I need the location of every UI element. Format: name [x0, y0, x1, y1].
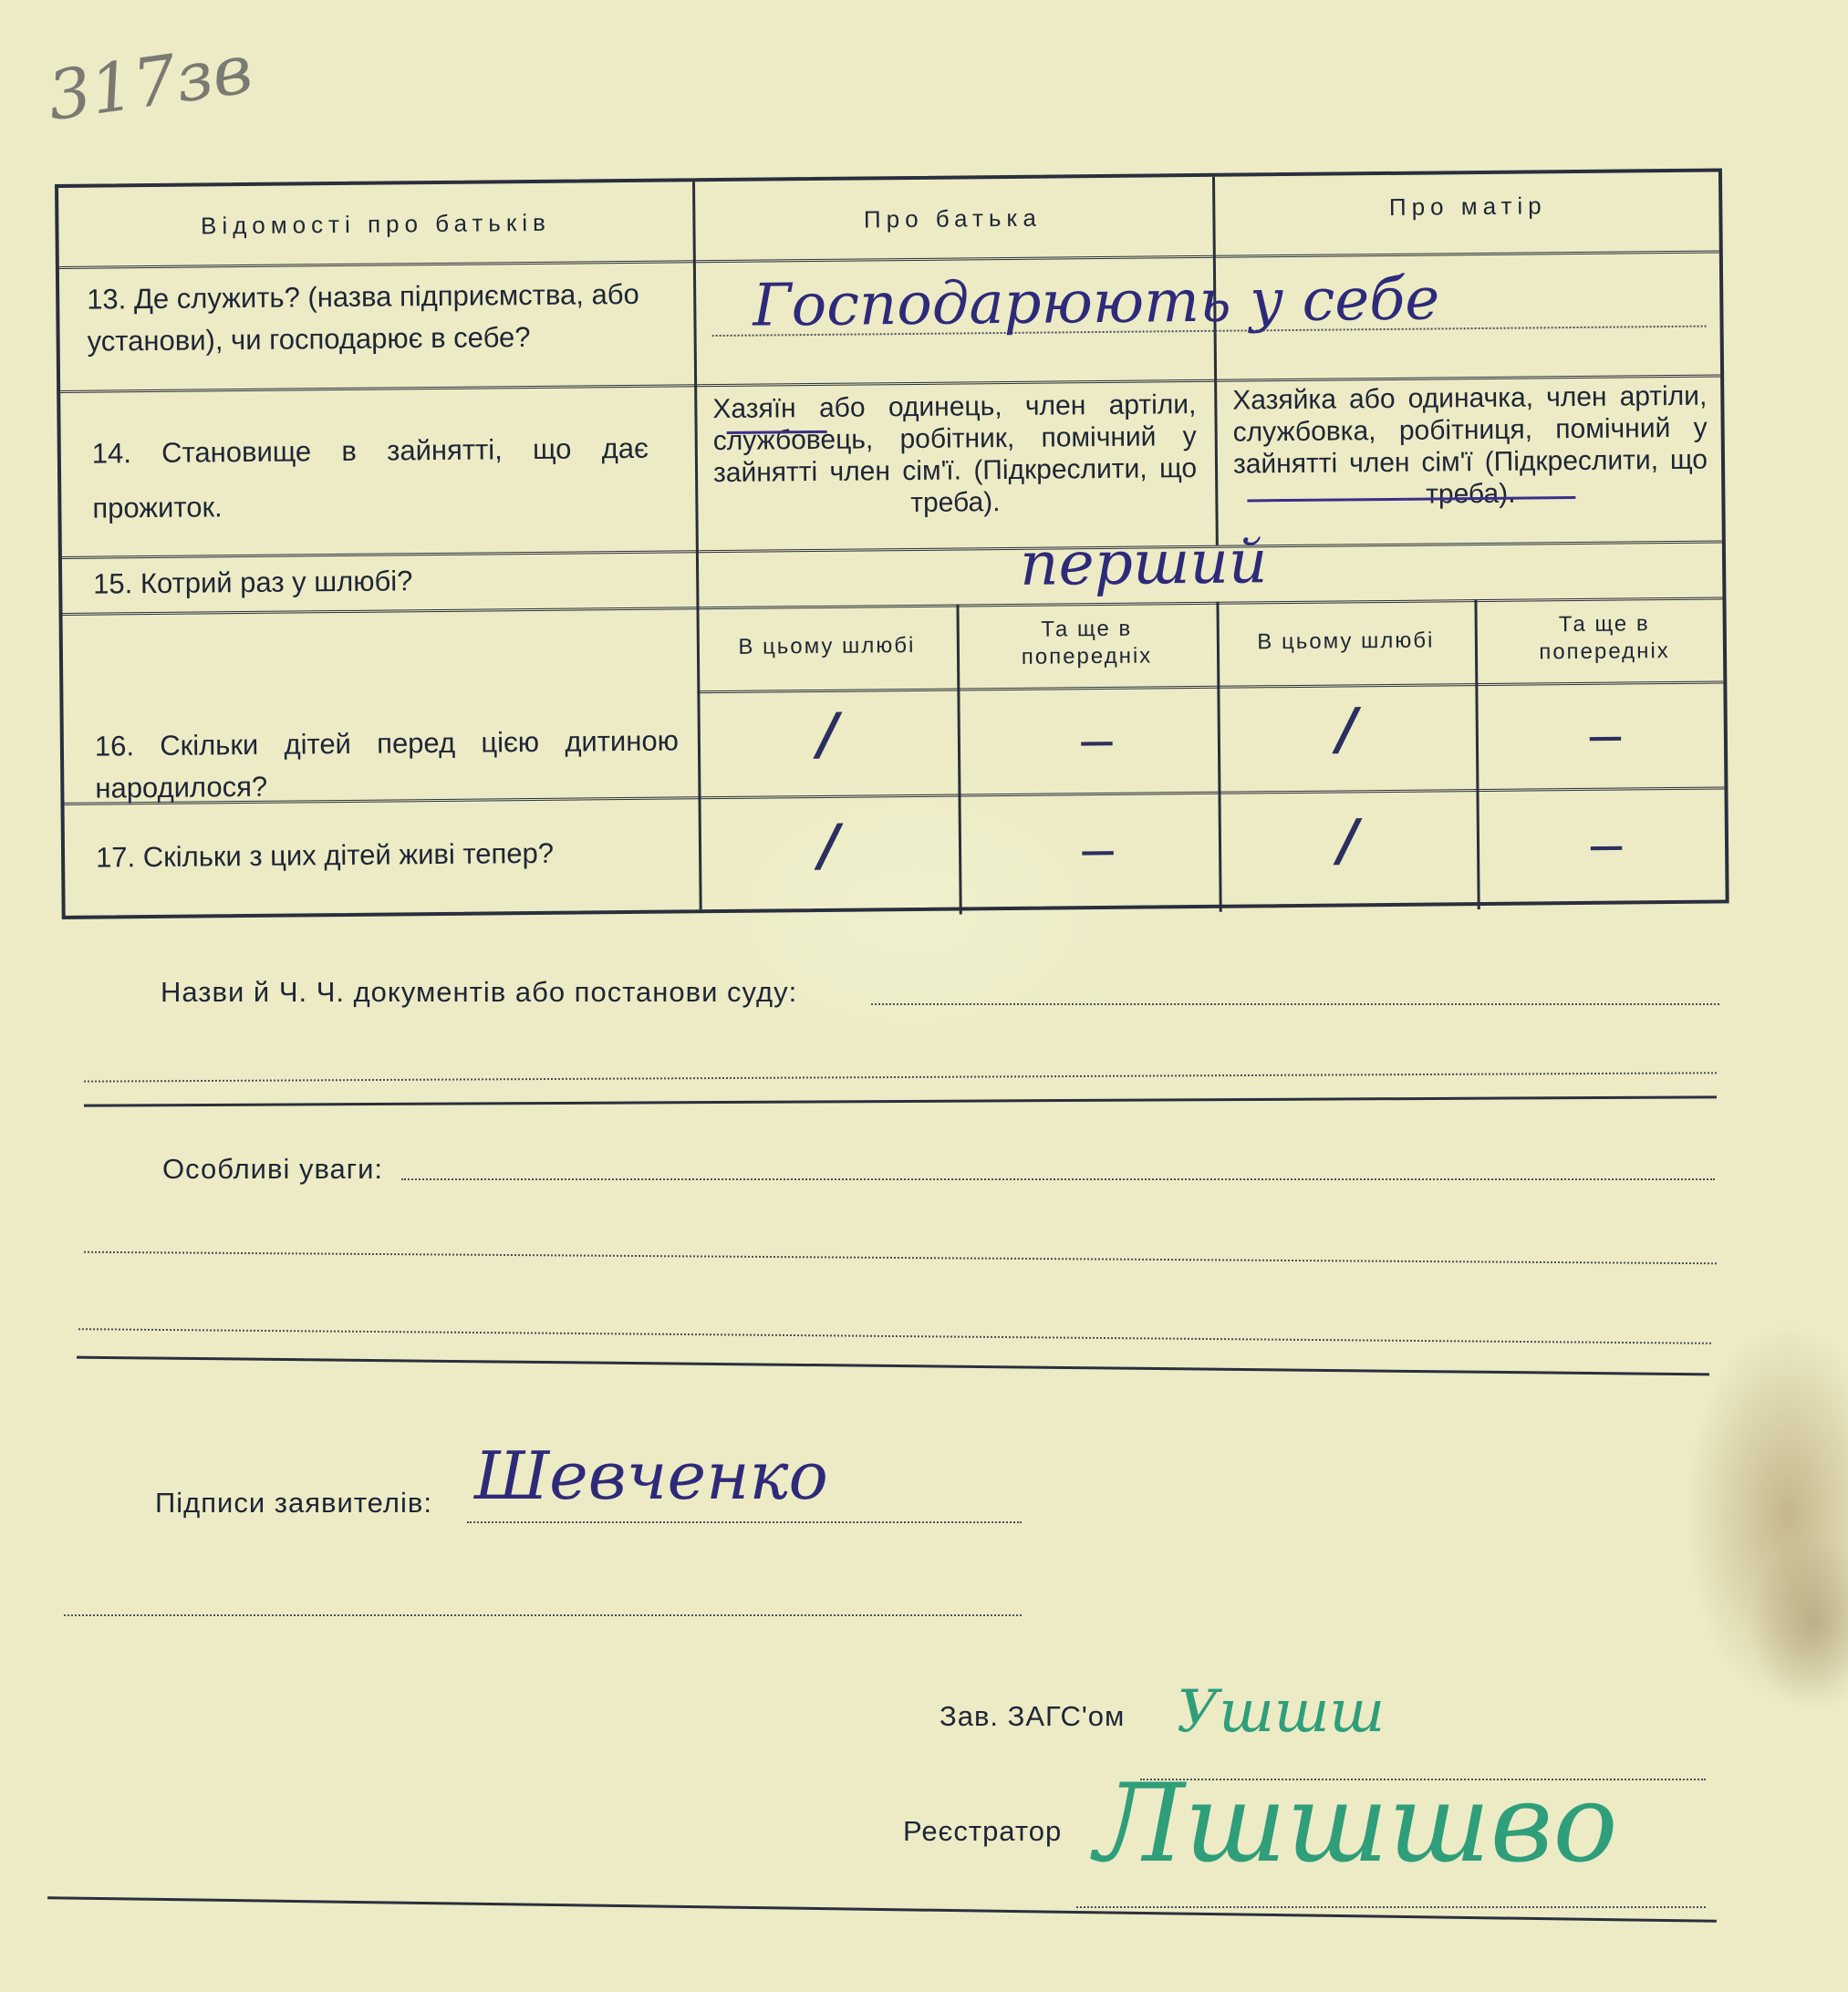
archive-number: 317зв	[43, 29, 257, 137]
q17-father-this: /	[817, 811, 840, 878]
question-16: 16. Скільки дітей перед цією дитиною народилося?	[94, 724, 680, 804]
q17-mother-this: /	[1336, 806, 1359, 874]
registrar-signature: Лшшшво	[1095, 1760, 1618, 1886]
mother-occupation-options: Хазяйка або одиначка, член артіли, службовка, робітниця, помічний у зайнятті член сім'ї (Підкреслити, що треба).	[1232, 380, 1708, 510]
q17-father-prev: –	[1081, 816, 1115, 881]
zags-head-signature: Ушшш	[1177, 1678, 1386, 1746]
subheader-father-this: В цьому шлюбі	[738, 632, 916, 659]
zags-head-label: Зав. ЗАГС'ом	[940, 1700, 1126, 1732]
subheader-mother-prev: Та ще в попередніх	[1539, 611, 1670, 665]
question-17: 17. Скільки з цих дітей живі тепер?	[95, 836, 555, 874]
q16-mother-this: /	[1335, 695, 1357, 763]
documents-label: Назви й Ч. Ч. документів або постанови суду:	[161, 976, 798, 1008]
header-mother: Про матір	[1388, 192, 1547, 221]
q16-mother-prev: –	[1589, 702, 1622, 766]
q17-mother-prev: –	[1590, 812, 1623, 876]
applicants-signature-label: Підписи заявителів:	[155, 1487, 432, 1519]
subheader-father-prev: Та ще в попередніх	[1021, 616, 1153, 669]
header-parents-info: Відомості про батьків	[200, 208, 551, 240]
remarks-label: Особливі уваги:	[162, 1153, 384, 1185]
question-14: 14. Становище в зайнятті, що дає прожиток.	[91, 431, 649, 524]
father-occupation-options: Хазяїн або одинець, член артіли, службовець, робітник, помічний у зайнятті член сім'ї. (Підкреслити, що треба).	[712, 389, 1198, 519]
answer-13: Господарюють у себе	[752, 265, 1440, 340]
question-13: 13. Де служить? (назва підприємства, або установи), чи господарює в себе?	[87, 277, 639, 358]
applicant-signature: Шевченко	[474, 1437, 828, 1514]
q16-father-prev: –	[1080, 707, 1113, 772]
header-father: Про батька	[863, 203, 1042, 233]
question-15: 15. Котрий раз у шлюбі?	[93, 565, 413, 600]
parents-info-table	[55, 168, 1729, 919]
registrar-label: Реєстратор	[903, 1815, 1063, 1847]
q16-father-this: /	[816, 700, 838, 768]
subheader-mother-this: В цьому шлюбі	[1257, 628, 1435, 655]
answer-15: перший	[1019, 526, 1268, 599]
